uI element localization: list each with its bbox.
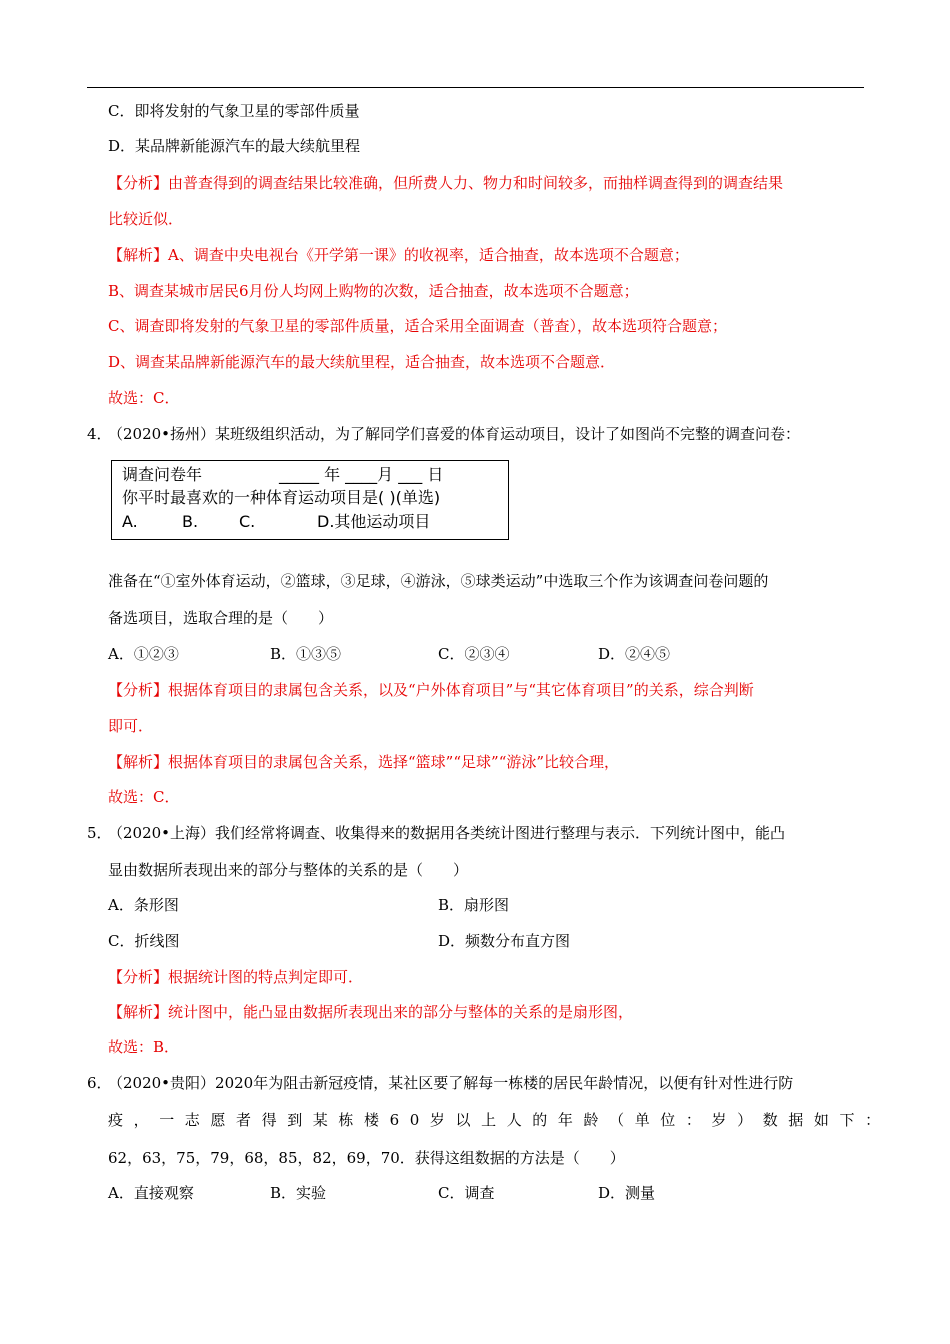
q6-option-c: C．调查 bbox=[438, 1184, 495, 1202]
question-number: 4． bbox=[87, 425, 112, 443]
solution-tag: 【解析】 bbox=[108, 753, 169, 771]
q3-analysis bbox=[108, 173, 783, 193]
q5-answer: 故选：B． bbox=[108, 1038, 180, 1056]
q6-stem-line2: 疫，一志愿者得到某栋楼60岁以上人的年龄（单位：岁）数据如下： bbox=[108, 1111, 891, 1129]
q4-solution bbox=[108, 752, 619, 772]
survey-option-c: C. bbox=[239, 512, 256, 531]
q6-option-d: D．测量 bbox=[598, 1184, 656, 1202]
q6-option-a: A．直接观察 bbox=[108, 1184, 194, 1202]
q3-option-c: C．即将发射的气象卫星的零部件质量 bbox=[108, 102, 360, 120]
q6-stem-line3: 62，63，75，79，68，85，82，69，70．获得这组数据的方法是（ ） bbox=[108, 1149, 625, 1167]
q5-analysis bbox=[108, 967, 363, 987]
q6-option-b: B．实验 bbox=[270, 1184, 327, 1202]
q3-solution bbox=[108, 245, 689, 265]
survey-image bbox=[111, 460, 509, 540]
survey-option-b: B. bbox=[182, 512, 199, 531]
question-text: （2020•上海）我们经常将调查、收集得来的数据用各类统计图进行整理与表示．下列统计图中，能凸 bbox=[108, 824, 786, 842]
q5-option-c: C．折线图 bbox=[108, 932, 180, 950]
q4-option-a: A．①②③ bbox=[108, 645, 179, 663]
q4-text-line2: 备选项目，选取合理的是（ ） bbox=[108, 609, 334, 627]
survey-option-d: D.其他运动项目 bbox=[317, 512, 431, 531]
q5-option-b: B．扇形图 bbox=[438, 896, 510, 914]
question-text: （2020•扬州）某班级组织活动，为了解同学们喜爱的体育运动项目，设计了如图尚不完整的调查问卷： bbox=[108, 425, 801, 443]
solution-tag: 【解析】 bbox=[108, 246, 169, 264]
q5-stem-line2: 显由数据所表现出来的部分与整体的关系的是（ ） bbox=[108, 861, 469, 879]
q3-analysis-line2: 比较近似． bbox=[108, 210, 184, 228]
q5-option-d: D．频数分布直方图 bbox=[438, 932, 571, 950]
q4-analysis-line2: 即可． bbox=[108, 717, 154, 735]
analysis-text: 根据统计图的特点判定即可． bbox=[168, 968, 364, 986]
question-text: （2020•贵阳）2020年为阻击新冠疫情，某社区要了解每一栋楼的居民年龄情况，以便有针对性进行防 bbox=[108, 1074, 794, 1092]
header-rule bbox=[87, 87, 864, 88]
analysis-tag: 【分析】 bbox=[108, 174, 169, 192]
analysis-text: 根据体育项目的隶属包含关系，以及“户外体育项目”与“其它体育项目”的关系，综合判断 bbox=[168, 681, 754, 699]
analysis-tag: 【分析】 bbox=[108, 681, 169, 699]
q4-analysis bbox=[108, 680, 754, 700]
q4-option-b: B．①③⑤ bbox=[270, 645, 342, 663]
q3-solution-line4: D、调查某品牌新能源汽车的最大续航里程，适合抽查，故本选项不合题意． bbox=[108, 353, 616, 371]
solution-text: A、调查中央电视台《开学第一课》的收视率，适合抽查，故本选项不合题意； bbox=[168, 246, 689, 264]
question-number: 5． bbox=[87, 824, 112, 842]
survey-date: _____ 年 ____月 ___ 日 bbox=[279, 465, 444, 484]
q3-answer: 故选：C． bbox=[108, 389, 180, 407]
analysis-text: 由普查得到的调查结果比较准确，但所费人力、物力和时间较多，而抽样调查得到的调查结果 bbox=[168, 174, 784, 192]
q4-stem bbox=[87, 424, 800, 444]
q4-text-line1: 准备在“①室外体育运动，②篮球，③足球，④游泳，⑤球类运动”中选取三个作为该调查问卷问题的 bbox=[108, 572, 769, 590]
solution-tag: 【解析】 bbox=[108, 1003, 169, 1021]
q4-option-d: D．②④⑤ bbox=[598, 645, 671, 663]
analysis-tag: 【分析】 bbox=[108, 968, 169, 986]
q3-solution-line3: C、调查即将发射的气象卫星的零部件质量，适合采用全面调查（普查），故本选项符合题意； bbox=[108, 317, 727, 335]
survey-title: 调查问卷年 bbox=[122, 465, 203, 484]
q3-solution-line2: B、调查某城市居民6月份人均网上购物的次数，适合抽查，故本选项不合题意； bbox=[108, 282, 639, 300]
survey-option-a: A. bbox=[122, 512, 138, 531]
solution-text: 根据体育项目的隶属包含关系，选择“篮球”“足球”“游泳”比较合理， bbox=[168, 753, 620, 771]
q4-answer: 故选：C． bbox=[108, 788, 180, 806]
q5-option-a: A．条形图 bbox=[108, 896, 179, 914]
solution-text: 统计图中，能凸显由数据所表现出来的部分与整体的关系的是扇形图， bbox=[168, 1003, 634, 1021]
q4-option-c: C．②③④ bbox=[438, 645, 510, 663]
q3-option-d: D．某品牌新能源汽车的最大续航里程 bbox=[108, 137, 361, 155]
q5-stem bbox=[87, 823, 785, 843]
survey-question: 你平时最喜欢的一种体育运动项目是( )(单选) bbox=[122, 488, 441, 507]
q5-solution bbox=[108, 1002, 633, 1022]
q6-stem bbox=[87, 1073, 793, 1093]
question-number: 6． bbox=[87, 1074, 112, 1092]
